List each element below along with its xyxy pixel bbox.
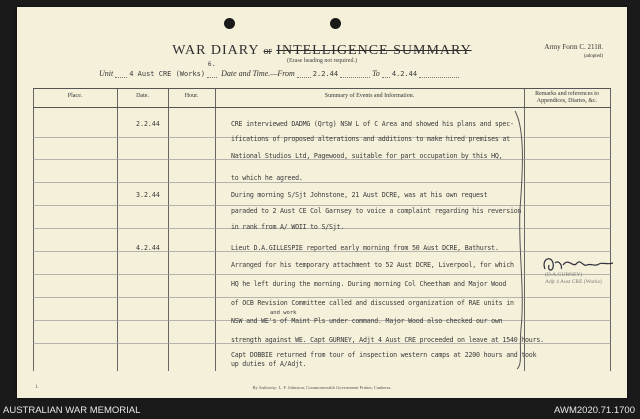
entry-line: Lieut D.A.GILLESPIE reported early morning from 50 Aust DCRE, Bathurst. xyxy=(231,244,499,252)
unit-superscript: 6. xyxy=(207,61,216,68)
stamp-title: Adjt 4 Aust CRE (Works) xyxy=(545,279,602,285)
header-hour: Hour. xyxy=(184,93,199,99)
entry-line: to which he agreed. xyxy=(231,174,303,182)
title-or: or xyxy=(263,46,272,57)
entry-line: Capt DOBBIE returned from tour of inspection western camps at 2200 hours and took xyxy=(231,351,537,359)
erase-note: (Erase heading not required.) xyxy=(287,58,357,64)
entry-line: During morning S/Sjt Johnstone, 21 Aust DCRE, was at his own request xyxy=(231,191,488,199)
title-intelligence-summary: INTELLIGENCE SUMMARY xyxy=(276,43,472,58)
title-war-diary: WAR DIARY xyxy=(172,43,259,58)
date-time-label: Date and Time.—From xyxy=(221,69,295,78)
entry-date: 3.2.44 xyxy=(136,191,160,199)
to-date: 4.2.44 xyxy=(391,70,418,78)
header-summary: Summary of Events and Information. xyxy=(324,93,415,99)
entry-line: strength against WE. Capt GURNEY, Adjt 4 Aust CRE proceeded on leave at 1540 hours. xyxy=(231,336,544,344)
entry-line: CRE interviewed DADMG (Qrtg) NSW L of C Area and showed his plans and spec- xyxy=(231,120,514,128)
punch-hole xyxy=(330,18,341,29)
inserted-text: and work xyxy=(270,310,297,316)
entry-line: Arranged for his temporary attachment to 52 Aust DCRE, Liverpool, for which xyxy=(231,261,514,269)
entry-line: National Studios Ltd, Pagewood, suitable for part occupation by this HQ, xyxy=(231,152,503,160)
army-form-adopted: (adopted) xyxy=(583,54,603,59)
printer-imprint: By Authority: L. F. Johnston, Commonwealth Government Printer, Canberra. xyxy=(252,385,392,390)
entry-date: 2.2.44 xyxy=(136,120,160,128)
entry-line: HQ he left during the morning. During morning Col Cheetham and Major Wood xyxy=(231,280,507,288)
archive-caption-right: AWM2020.71.1700 xyxy=(554,405,635,416)
to-label: To xyxy=(372,69,380,78)
army-form-label xyxy=(544,43,603,61)
entry-line: in rank from A/ WOII to S/Sjt. xyxy=(231,223,345,231)
unit-value: 4 Aust CRE (Works) xyxy=(129,70,206,78)
form-title xyxy=(17,43,627,59)
from-date: 2.2.44 xyxy=(312,70,339,78)
diary-table xyxy=(33,88,611,371)
entry-line: up duties of A/Adjt. xyxy=(231,360,307,368)
army-form-number: Army Form C. 2118. xyxy=(544,43,603,51)
stamp-name: (D.A.GURNEY) xyxy=(545,272,583,278)
header-date: Date. xyxy=(136,93,149,99)
entry-line: ifications of proposed alterations and additions to make hired premises at xyxy=(231,135,510,143)
rubber-stamp xyxy=(545,272,602,286)
header-place: Place. xyxy=(67,93,83,99)
punch-hole xyxy=(224,18,235,29)
entry-line: NSW and WE's of Maint Pls under command. Major Wood also checked our own xyxy=(231,317,503,325)
war-diary-sheet xyxy=(17,7,627,398)
entry-line: paraded to 2 Aust CE Col Garnsey to voice a complaint regarding his reversion xyxy=(231,207,522,215)
archive-caption-left: AUSTRALIAN WAR MEMORIAL xyxy=(3,405,141,416)
unit-label: Unit xyxy=(99,69,114,78)
bracket-mark xyxy=(509,109,531,371)
header-remarks: Remarks and references to Appendices, Diaries, &c. xyxy=(535,91,599,104)
footer-number: 1. xyxy=(35,385,39,390)
entry-line: of OCB Revision Committee called and discussed organization of RAE units in xyxy=(231,299,514,307)
entry-date: 4.2.44 xyxy=(136,244,160,252)
